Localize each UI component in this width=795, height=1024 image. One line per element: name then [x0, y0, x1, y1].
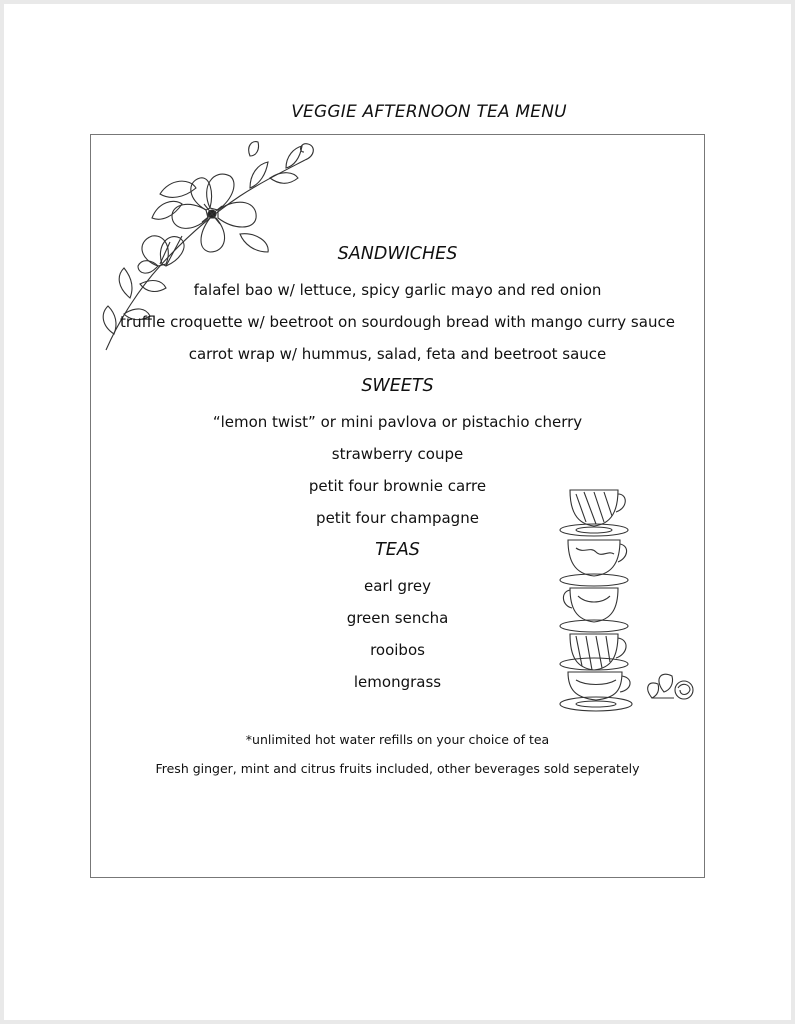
menu-item: falafel bao w/ lettuce, spicy garlic mayo and red onion	[193, 281, 602, 299]
section-heading-teas: TEAS	[375, 540, 420, 560]
section-heading-sandwiches: SANDWICHES	[337, 244, 458, 264]
footnote-refills: *unlimited hot water refills on your choice of tea	[245, 732, 550, 747]
menu-item: strawberry coupe	[331, 445, 464, 463]
menu-item: “lemon twist” or mini pavlova or pistachio cherry	[212, 413, 583, 431]
menu-item: green sencha	[346, 609, 449, 627]
menu-item: rooibos	[370, 641, 425, 659]
menu-item: petit four champagne	[316, 509, 479, 527]
menu-item: earl grey	[364, 577, 431, 595]
menu-page	[4, 4, 791, 1020]
section-heading-sweets: SWEETS	[361, 376, 434, 396]
menu-item: carrot wrap w/ hummus, salad, feta and beetroot sauce	[188, 345, 607, 363]
menu-item: lemongrass	[353, 673, 442, 691]
menu-item: truffle croquette w/ beetroot on sourdough bread with mango curry sauce	[120, 313, 675, 331]
footnote-beverages: Fresh ginger, mint and citrus fruits included, other beverages sold seperately	[155, 761, 640, 776]
menu-item: petit four brownie carre	[308, 477, 487, 495]
page-title: VEGGIE AFTERNOON TEA MENU	[291, 102, 567, 122]
